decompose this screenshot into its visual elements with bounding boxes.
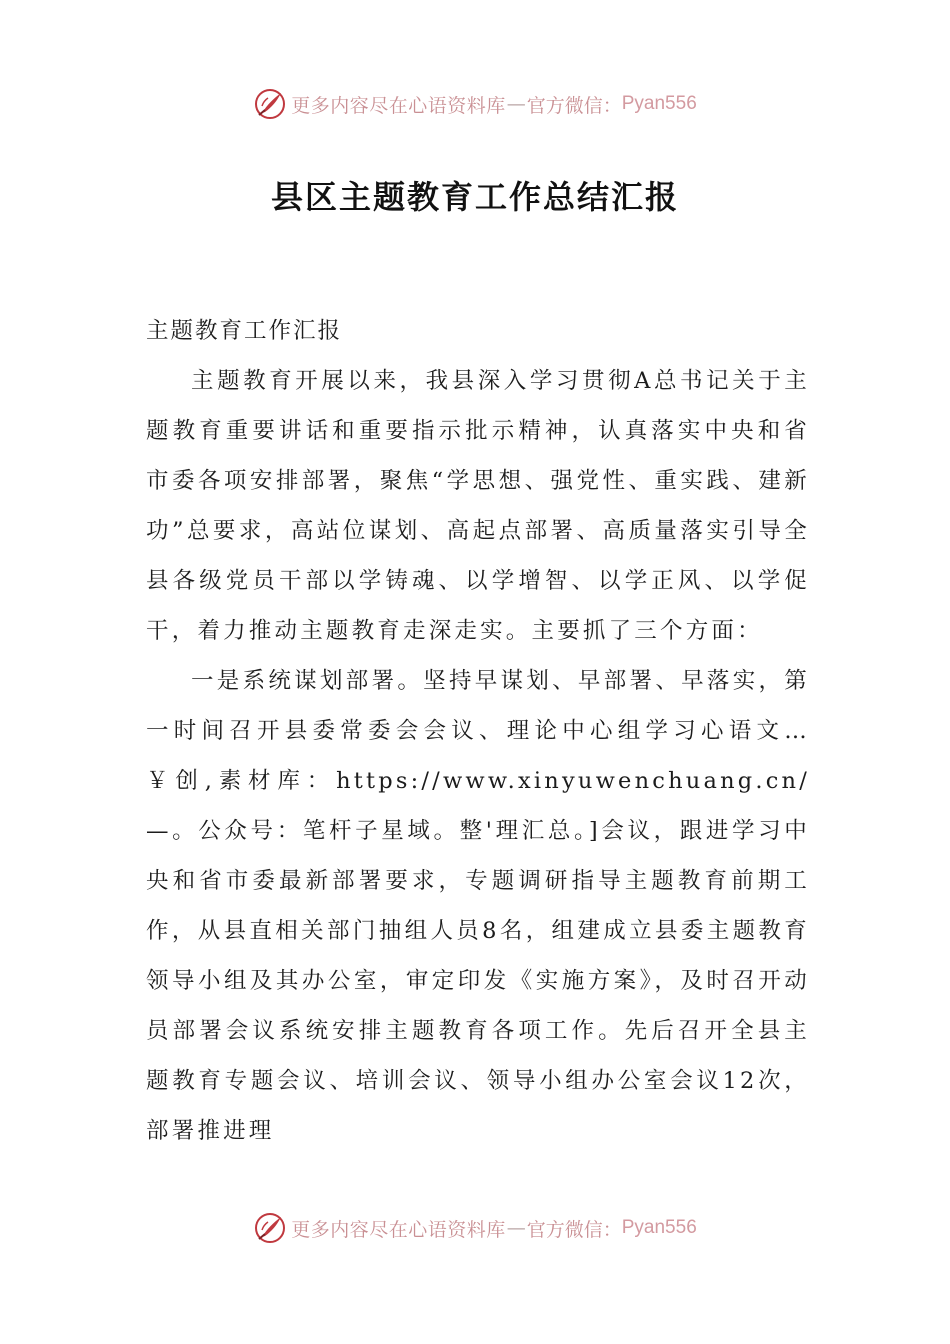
banner-wechat-label: 官方微信： — [526, 94, 622, 117]
footer-wechat-id: Pyan556 — [621, 1217, 697, 1238]
banner-slogan: 更多内容尽在心语资料库 — [291, 94, 506, 117]
footer-slogan: 更多内容尽在心语资料库 — [291, 1218, 506, 1241]
document-subheading: 主题教育工作汇报 — [146, 318, 343, 344]
quill-logo-icon — [253, 87, 287, 121]
footer-dash: — — [506, 1217, 526, 1239]
banner-wechat-id: Pyan556 — [621, 93, 697, 114]
paragraph-planning: 一是系统谋划部署。坚持早谋划、早部署、早落实，第一时间召开县委常委会会议、理论中心组学习心语文…￥创,素材库：https://www.xinyuwenchuang.cn/—。公众号：笔杆子星域。整'理汇总。]会议，跟进学习中央和省市委最新部署要求，专题调研指导主题教育前期工作，从县直相关部门抽组人员8名，组建成立县委主题教育领导小组及其办公室，审定印发《实施方案》，及时召开动员部署会议系统安排主题教育各项工作。先后召开全县主题教育专题会议、培训会议、领导小组办公室会议12次，部署推进理 — [146, 668, 810, 1144]
paragraph-intro: 主题教育开展以来，我县深入学习贯彻A总书记关于主题教育重要讲话和重要指示批示精神，认真落实中央和省市委各项安排部署，聚焦“学思想、强党性、重实践、建新功”总要求，高站位谋划、高起点部署、高质量落实引导全县各级党员干部以学铸魂、以学增智、以学正风、以学促干，着力推动主题教育走深走实。主要抓了三个方面： — [146, 368, 810, 644]
footer-banner — [0, 1208, 950, 1248]
header-banner — [0, 84, 950, 124]
quill-logo-icon — [253, 1211, 287, 1245]
banner-dash: — — [506, 93, 526, 115]
document-title: 县区主题教育工作总结汇报 — [270, 178, 679, 216]
document-body — [146, 306, 810, 1156]
footer-wechat-label: 官方微信： — [526, 1218, 622, 1241]
